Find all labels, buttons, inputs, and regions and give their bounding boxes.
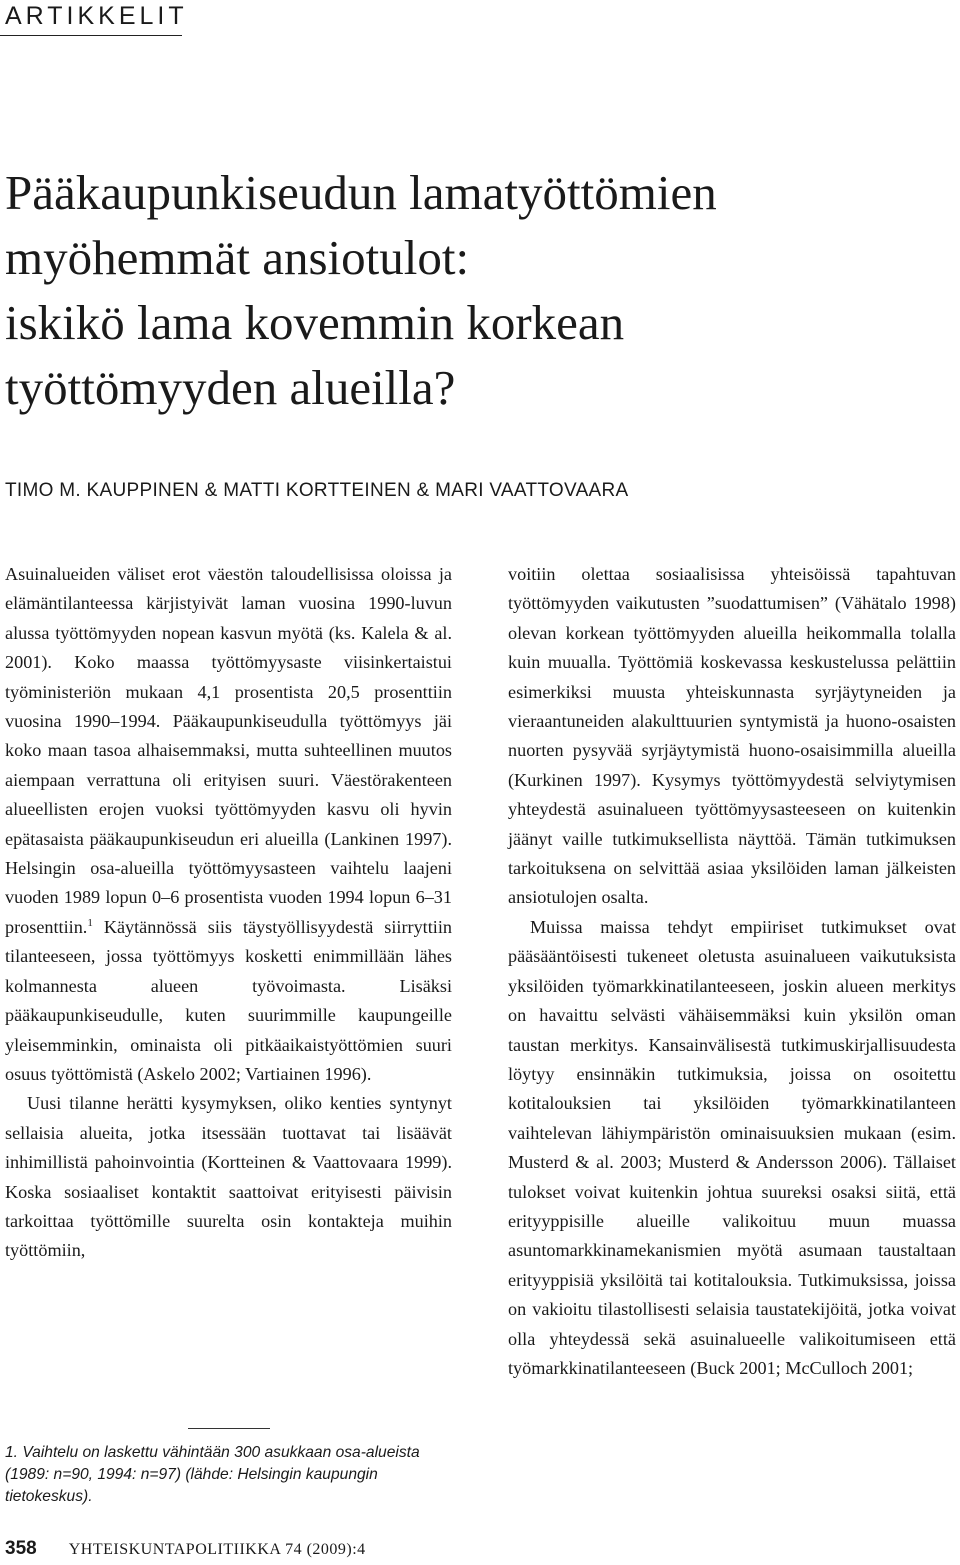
body-paragraph [5, 560, 452, 1089]
footnote-marker: 1 [87, 916, 93, 929]
title-line: työttömyyden alueilla? [5, 360, 456, 415]
title-line: iskikö lama kovemmin korkean [5, 295, 625, 350]
body-paragraph: Muissa maissa tehdyt empiiriset tutkimukset ovat pääsääntöisesti tukeneet oletusta asuinalueen vaikutuksista yksilöiden työmarkkinatilanteeseen, joskin alueen merkitys on havaittu selvästi vähäisemmäksi kuin yksilön oman taustan merkitys. Kansainvälisestä tutkimuskirjallisuudesta löytyy ensinnäkin tutkimuksia, joissa on osoitettu kotitalouksien tai yksilöiden työmarkkinatilanteen vaihtelevan lähiympäristön ominaisuuksien mukaan (esim. Musterd & al. 2003; Musterd & Andersson 2006). Tällaiset tulokset voivat kuitenkin johtua suureksi osaksi siitä, että erityyppisille alueille valikoituu muun muassa asuntomarkkinamekanismien myötä asumaan taustaltaan erityyppisiä yksilöitä tai kotitalouksia. Tutkimuksissa, joissa on vakioitu tilastollisesti selaisia taustatekijöitä, jotka voivat olla yhteydessä sekä asuinalueelle valikoitumiseen että työmarkkinatilanteeseen (Buck 2001; McCulloch 2001; [508, 916, 956, 1378]
body-column-left [5, 560, 452, 1266]
journal-name: YHTEISKUNTAPOLITIIKKA 74 (2009):4 [68, 1541, 366, 1558]
body-column-right [508, 560, 956, 1383]
author-line: TIMO M. KAUPPINEN & MATTI KORTTEINEN & MARI VAATTOVAARA [5, 480, 629, 501]
paragraph-text: Asuinalueiden väliset erot väestön taloudellisissa oloissa ja elämäntilanteessa kärjistyivät laman vuosina 1990-luvun alussa työttömyyden nopean kasvun myötä (ks. Kalela & al. 2001). Koko maassa työttömyysaste viisinkertaistui työministeriön mukaan 4,1 prosentista 20,5 prosenttiin vuosina 1990–1994. Pääkaupunkiseudulla työttömyys jäi koko maan tasoa alhaisemmaksi, mutta suhteellinen muutos aiempaan verrattuna oli erityisen suuri. Väestörakenteen alueellisten erojen vuoksi työttömyyden kasvu oli hyvin epätasaista pääkaupunkiseudun eri alueilla (Lankinen 1997). Helsingin osa-alueilla työttömyysasteen vaihtelu laajeni vuoden 1989 lopun 0–6 prosentista vuoden 1994 lopun 6–31 prosenttiin. [5, 564, 452, 937]
section-rule [0, 35, 182, 36]
title-line: myöhemmät ansiotulot: [5, 230, 470, 285]
footnote-rule [188, 1428, 270, 1429]
page-number: 358 [5, 1538, 37, 1559]
paragraph-text: Käytännössä siis täystyöllisyydestä siirryttiin tilanteeseen, jossa työttömyys kosketti enimmillään lähes kolmannesta alueen työvoimasta. Lisäksi pääkaupunkiseudulle, kuten suurimmille kaupungeille yleisemminkin, ominaista oli pitkäaikaistyöttömien suuri osuus työttömistä (Askelo 2002; Vartiainen 1996). [5, 916, 452, 1084]
title-line: Pääkaupunkiseudun lamatyöttömien [5, 165, 717, 220]
article-title [5, 160, 925, 420]
body-paragraph: voitiin olettaa sosiaalisissa yhteisöissä tapahtuvan työttömyyden vaikutusten ”suodattumisen” (Vähätalo 1998) olevan korkean työttömyyden alueilla heikommalla tolalla kuin muualla. Työttömiä koskevassa keskustelussa pelättiin esimerkiksi muusta yhteiskunnasta syrjäytyneiden ja vieraantuneiden alakulttuurien syntymistä ja huono-osaisten nuorten pysyvää syrjäytymistä huono-osaisimmilla alueilla (Kurkinen 1997). Kysymys työttömyydestä selviytymisen yhteydestä asuinalueen työttömyysasteeseen on kuitenkin jäänyt vaille tutkimuksellista näyttöä. Tämän tutkimuksen tarkoituksena on selvittää asiaa yksilöiden laman jälkeisten ansiotulojen osalta. [508, 564, 956, 908]
body-paragraph: Uusi tilanne herätti kysymyksen, oliko kenties syntynyt sellaisia alueita, jotka itsessään tuottavat tai lisäävät inhimillistä pahoinvointia (Kortteinen & Vaattovaara 1999). Koska sosiaaliset kontaktit saattoivat erityisesti päivisin tarkoittaa työttömille suurelta osin kontakteja muihin työttömiin, [5, 1093, 452, 1261]
footnote: 1. Vaihtelu on laskettu vähintään 300 asukkaan osa-alueista (1989: n=90, 1994: n=97) (lähde: Helsingin kaupungin tietokeskus). [5, 1444, 420, 1505]
page-footer [5, 1538, 366, 1560]
section-label: ARTIKKELIT [5, 2, 188, 30]
